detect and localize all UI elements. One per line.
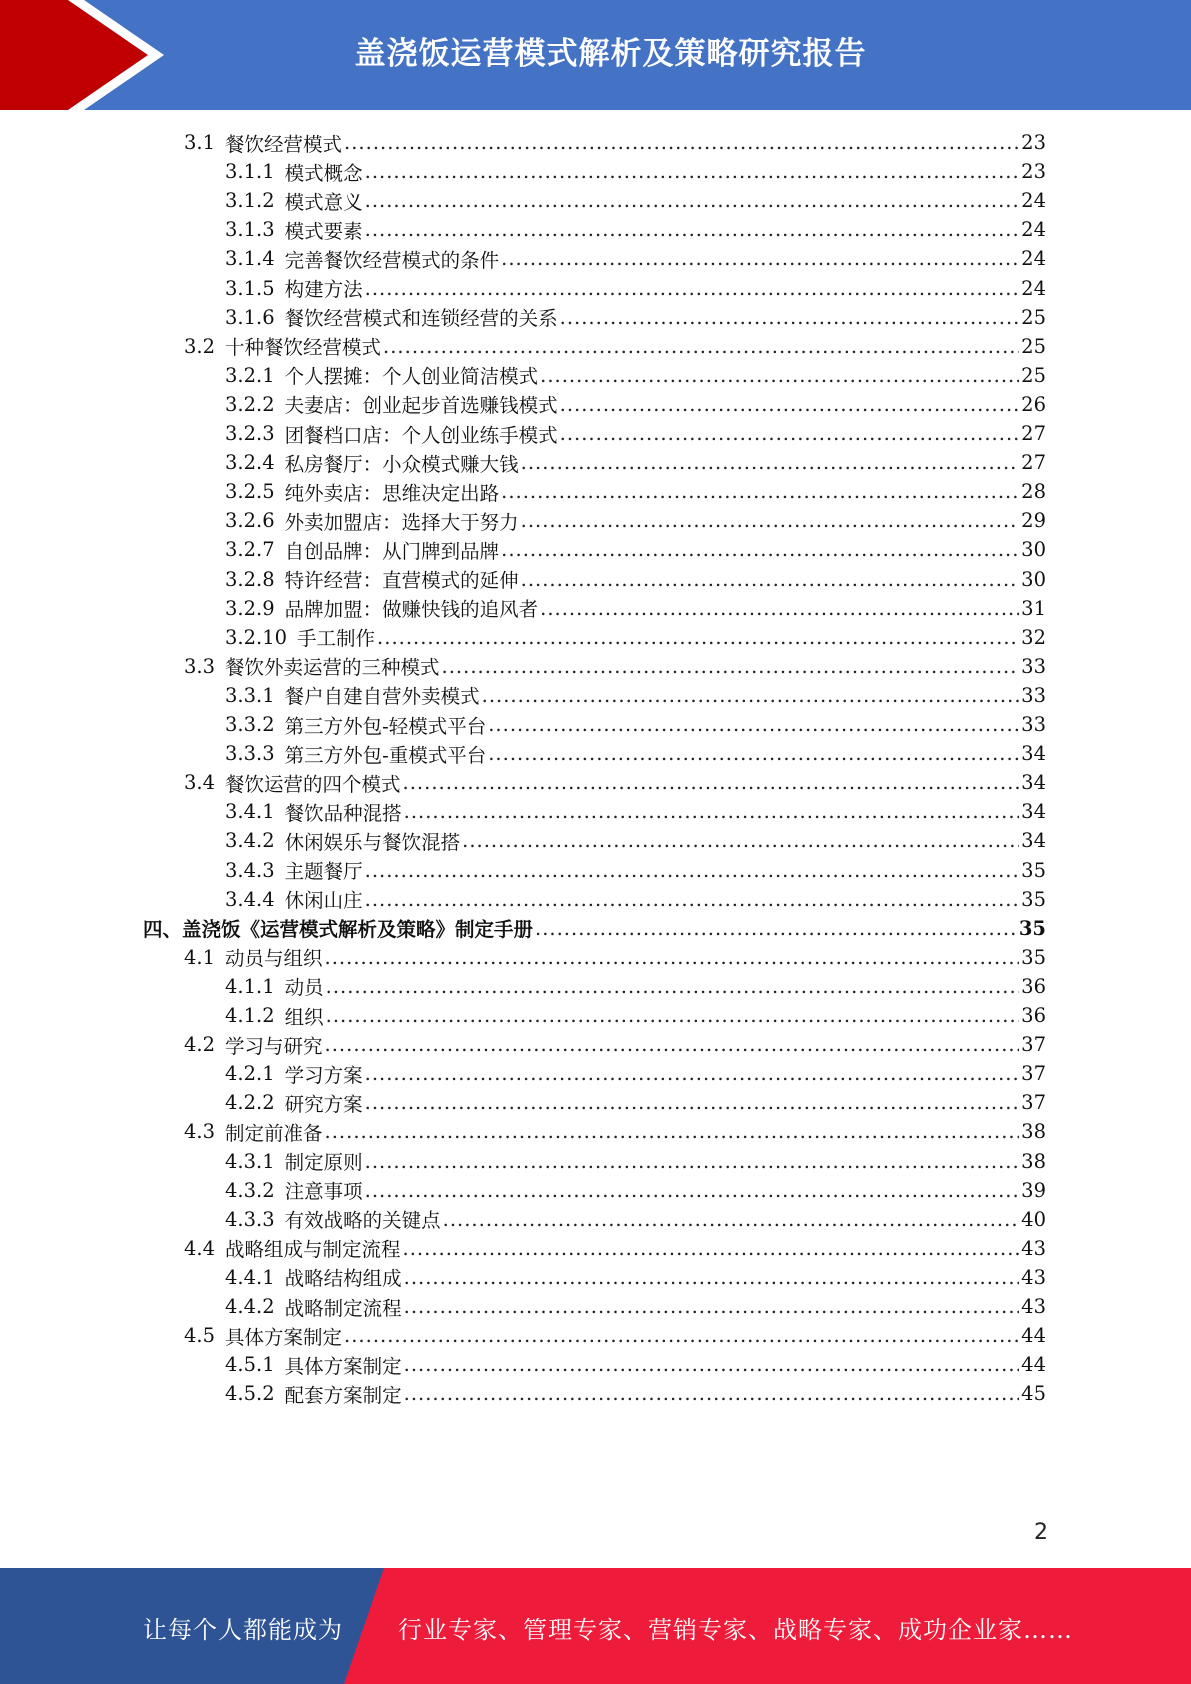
page-header [0,0,1191,110]
toc-entry-page: 40 [1021,1207,1046,1231]
toc-entry-page: 35 [1018,916,1046,940]
toc-entry-page: 26 [1021,392,1046,416]
toc-entry-number: 4.2 [184,1033,216,1057]
toc-dot-leader [404,800,1020,823]
toc-entry[interactable] [225,564,1046,595]
toc-entry-title: 餐饮经营模式 [225,132,343,156]
toc-entry[interactable] [225,302,1046,333]
toc-entry[interactable] [225,1349,1046,1380]
toc-entry[interactable] [225,156,1046,187]
toc-entry-number: 3.2.9 [225,596,275,620]
toc-dot-leader [325,1033,1020,1056]
toc-entry-title: 模式要素 [284,219,363,243]
toc-dot-leader [404,1353,1020,1376]
toc-dot-leader [560,422,1020,445]
toc-dot-leader [521,509,1020,532]
toc-entry-page: 24 [1021,247,1046,271]
toc-entry[interactable] [184,1029,1046,1060]
toc-entry-title: 具体方案制定 [225,1325,343,1349]
toc-entry[interactable] [225,214,1046,245]
toc-dot-leader [383,335,1019,358]
toc-entry[interactable] [225,447,1046,478]
toc-entry-number: 3.1 [184,131,216,154]
toc-entry[interactable] [184,1233,1046,1264]
toc-entry[interactable] [184,1116,1046,1147]
report-title: 盖浇饭运营模式解析及策略研究报告 [354,36,867,72]
toc-entry[interactable] [184,942,1046,973]
toc-dot-leader [540,364,1019,387]
toc-entry-title: 个人摆摊：个人创业简洁模式 [284,365,539,389]
toc-entry-number: 3.4.2 [225,829,275,853]
toc-entry[interactable] [225,593,1046,624]
toc-entry-title: 完善餐饮经营模式的条件 [284,248,500,272]
toc-entry-title: 构建方法 [284,278,363,301]
toc-entry[interactable] [225,855,1046,886]
toc-entry-title: 战略结构组成 [284,1267,402,1291]
toc-entry-number: 4.4.1 [225,1265,275,1289]
toc-entry[interactable] [225,389,1046,420]
page-number: 2 [1034,1520,1048,1545]
toc-entry-number: 3.4.1 [225,800,275,824]
toc-entry[interactable] [225,1175,1046,1206]
toc-entry-number: 3.3.3 [225,742,275,766]
toc-entry-title: 餐饮运营的四个模式 [225,772,401,796]
toc-entry-number: 3.3 [184,654,216,678]
toc-entry-number: 3.1.5 [225,276,275,300]
toc-entry-title: 外卖加盟店：选择大于努力 [284,510,519,534]
toc-entry[interactable] [225,709,1046,740]
toc-entry-number: 4.3 [184,1120,216,1144]
toc-entry-title: 具体方案制定 [284,1354,402,1378]
toc-dot-leader [365,218,1020,241]
toc-entry-page: 35 [1021,887,1046,911]
toc-dot-leader [482,684,1020,707]
toc-dot-leader [403,1237,1020,1260]
toc-entry[interactable] [225,476,1046,507]
toc-entry-number: 3.3.2 [225,713,275,736]
toc-entry-page: 37 [1021,1062,1046,1086]
toc-dot-leader [377,626,1019,649]
toc-entry-title: 餐户自建自营外卖模式 [284,685,480,709]
toc-entry-page: 38 [1021,1120,1046,1144]
toc-entry-page: 30 [1021,567,1046,591]
toc-entry-title: 自创品牌：从门牌到品牌 [284,539,500,563]
toc-entry-number: 3.1.3 [225,218,275,242]
toc-dot-leader [488,713,1019,736]
footer-slogan-left: 让每个人都能成为 [143,1616,343,1644]
toc-dot-leader [462,829,1019,852]
toc-entry-title: 第三方外包-轻模式平台 [284,714,487,738]
toc-entry-number: 4.4.2 [225,1295,275,1318]
toc-dot-leader [560,306,1020,329]
toc-entry-page: 36 [1021,974,1046,998]
toc-entry[interactable] [184,1320,1046,1351]
toc-entry-page: 30 [1021,538,1046,562]
toc-dot-leader [325,946,1020,969]
toc-entry[interactable] [225,1262,1046,1293]
toc-entry-number: 4.3.2 [225,1178,275,1202]
toc-entry-page: 25 [1021,334,1046,358]
toc-entry-number: 4.5.1 [225,1353,275,1377]
toc-entry-title: 纯外卖店：思维决定出路 [284,481,500,505]
toc-entry-page: 43 [1021,1295,1046,1318]
toc-entry-number: 3.4.4 [225,887,275,911]
toc-dot-leader [560,393,1020,416]
toc-entry-title: 休闲娱乐与餐饮混搭 [284,830,461,854]
toc-entry-page: 24 [1021,276,1046,300]
toc-entry-number: 3.2.10 [225,625,288,649]
toc-entry-title: 战略制定流程 [284,1296,402,1320]
toc-entry-number: 3.4 [184,771,216,795]
toc-entry[interactable] [225,185,1046,216]
toc-entry-title: 手工制作 [297,627,376,651]
page-footer [0,1568,1191,1684]
toc-entry[interactable] [225,1000,1046,1031]
toc-entry[interactable] [225,1378,1046,1409]
toc-dot-leader [404,1382,1020,1405]
toc-entry-title: 战略组成与制定流程 [225,1238,401,1262]
toc-entry-number: 3.1.4 [225,247,275,271]
toc-entry-title: 学习与研究 [225,1034,323,1058]
toc-entry-page: 24 [1021,218,1046,242]
toc-dot-leader [521,451,1020,474]
toc-entry-number: 3.2.2 [225,392,275,416]
toc-dot-leader [365,1062,1020,1085]
toc-entry-title: 学习方案 [284,1063,363,1087]
toc-dot-leader [344,131,1019,154]
toc-entry-number: 3.2.3 [225,422,275,445]
toc-entry-number: 3.2.4 [225,451,275,475]
toc-entry-title: 研究方案 [284,1092,363,1116]
toc-dot-leader [521,568,1020,591]
toc-entry-title: 休闲山庄 [284,889,363,913]
toc-entry-page: 34 [1021,771,1046,795]
toc-entry-page: 33 [1021,683,1046,707]
toc-dot-leader [326,1004,1020,1027]
toc-entry[interactable] [225,418,1046,449]
toc-dot-leader [488,742,1019,765]
toc-entry-page: 27 [1021,451,1046,475]
toc-entry-page: 24 [1021,189,1046,213]
toc-entry-title: 模式意义 [284,190,363,214]
toc-entry[interactable] [184,767,1046,798]
toc-entry[interactable] [184,651,1046,682]
toc-entry-number: 3.3.1 [225,683,275,707]
toc-entry-page: 34 [1021,742,1046,766]
toc-entry-title: 特许经营：直营模式的延伸 [284,569,519,592]
toc-entry-page: 35 [1021,858,1046,882]
toc-entry-number: 4.1 [184,945,216,969]
toc-entry-page: 35 [1021,945,1046,969]
toc-entry[interactable] [225,738,1046,769]
toc-entry[interactable] [225,971,1046,1002]
toc-entry-page: 43 [1021,1236,1046,1260]
toc-entry-number: 4.5 [184,1324,216,1348]
toc-dot-leader [442,655,1020,678]
toc-entry-page: 43 [1021,1265,1046,1289]
toc-entry-number: 3.2.1 [225,363,275,387]
toc-entry-title: 品牌加盟：做赚快钱的追风者 [284,598,539,622]
toc-entry-number: 3.2.8 [225,567,275,591]
toc-dot-leader [365,1179,1020,1202]
toc-entry-number: 4.1.1 [225,974,275,998]
toc-entry-title: 制定前准备 [225,1121,323,1145]
toc-dot-leader [365,189,1020,212]
toc-entry-number: 4.3.1 [225,1149,275,1173]
toc-entry-page: 36 [1021,1004,1046,1027]
toc-entry-page: 34 [1021,829,1046,853]
toc-entry[interactable] [143,913,1046,944]
toc-entry-page: 34 [1021,800,1046,824]
toc-entry-page: 28 [1021,480,1046,504]
toc-entry-number: 4.3.3 [225,1207,275,1231]
toc-entry[interactable] [225,505,1046,536]
toc-entry[interactable] [225,825,1046,856]
toc-dot-leader [535,917,1017,940]
toc-dot-leader [365,1150,1020,1173]
toc-dot-leader [404,1295,1020,1318]
toc-dot-leader [501,538,1019,561]
toc-dot-leader [365,859,1020,882]
toc-dot-leader [443,1208,1020,1231]
toc-entry-number: 3.2 [184,334,216,358]
toc-entry-title: 有效战略的关键点 [284,1209,441,1233]
toc-dot-leader [344,1324,1019,1347]
toc-entry[interactable] [225,360,1046,391]
toc-entry-title: 夫妻店：创业起步首选赚钱模式 [284,394,558,418]
toc-entry-page: 38 [1021,1149,1046,1173]
toc-entry-number: 3.2.7 [225,538,275,562]
toc-dot-leader [403,771,1020,794]
toc-entry-page: 29 [1021,509,1046,533]
toc-entry-page: 25 [1021,363,1046,387]
footer-slogan-right: 行业专家、管理专家、营销专家、战略专家、成功企业家…… [398,1616,1073,1644]
toc-entry-page: 44 [1021,1324,1046,1348]
toc-entry[interactable] [225,243,1046,274]
toc-entry[interactable] [184,331,1046,362]
toc-entry-number: 3.1.2 [225,189,275,213]
toc-entry-page: 44 [1021,1353,1046,1377]
toc-entry-title: 注意事项 [284,1180,363,1204]
toc-dot-leader [325,1120,1020,1143]
toc-entry-number: 4.1.2 [225,1004,275,1027]
toc-entry-title: 十种餐饮经营模式 [225,336,382,360]
toc-entry-title: 动员 [284,976,324,1000]
toc-entry-number: 4.5.2 [225,1382,275,1406]
toc-entry-page: 39 [1021,1178,1046,1202]
toc-entry-number: 4.2.2 [225,1091,275,1115]
toc-entry[interactable] [225,1291,1046,1322]
toc-entry-page: 31 [1021,596,1046,620]
toc-entry-title: 餐饮经营模式和连锁经营的关系 [284,307,558,331]
toc-entry[interactable] [184,127,1046,158]
toc-entry-number: 4.4 [184,1236,216,1260]
toc-dot-leader [365,1091,1020,1114]
toc-entry-title: 第三方外包-重模式平台 [284,743,487,767]
toc-entry-page: 23 [1021,160,1046,184]
toc-entry[interactable] [225,534,1046,565]
toc-entry[interactable] [225,273,1046,304]
toc-entry[interactable] [225,1204,1046,1235]
toc-entry-page: 23 [1021,131,1046,154]
toc-dot-leader [404,1266,1020,1289]
toc-entry-title: 动员与组织 [225,947,323,971]
toc-entry[interactable] [225,622,1046,653]
toc-entry[interactable] [225,1087,1046,1118]
toc-dot-leader [501,247,1019,270]
toc-dot-leader [365,888,1020,911]
toc-dot-leader [326,975,1020,998]
toc-entry-title: 配套方案制定 [284,1383,402,1407]
toc-entry-title: 团餐档口店：个人创业练手模式 [284,423,558,447]
toc-entry[interactable] [225,1058,1046,1089]
toc-entry-number: 4.2.1 [225,1062,275,1086]
toc-entry-page: 37 [1021,1033,1046,1057]
toc-entry-page: 37 [1021,1091,1046,1115]
toc-entry-page: 27 [1021,422,1046,445]
toc-entry-title: 组织 [284,1005,324,1029]
toc-entry-number: 3.2.6 [225,509,275,533]
toc-entry[interactable] [225,884,1046,915]
toc-entry-page: 25 [1021,305,1046,329]
toc-entry-title: 模式概念 [284,161,363,185]
toc-entry-title: 主题餐厅 [284,860,363,883]
toc-dot-leader [365,277,1020,300]
toc-entry-number: 3.2.5 [225,480,275,504]
toc-entry-number: 3.1.6 [225,305,275,329]
toc-entry[interactable] [225,796,1046,827]
toc-dot-leader [501,480,1019,503]
toc-entry-title: 餐饮品种混搭 [284,801,402,825]
toc-entry-title: 餐饮外卖运营的三种模式 [225,656,440,680]
toc-entry-number: 3.4.3 [225,858,275,882]
toc-entry-page: 33 [1021,713,1046,736]
toc-entry[interactable] [225,1146,1046,1177]
toc-entry-page: 45 [1021,1382,1046,1406]
toc-entry-number: 3.1.1 [225,160,275,184]
toc-entry-title: 制定原则 [284,1151,363,1174]
toc-entry[interactable] [225,680,1046,711]
toc-entry-page: 32 [1021,625,1046,649]
toc-dot-leader [365,160,1020,183]
toc-dot-leader [540,597,1019,620]
toc-entry-title: 四、盖浇饭《运营模式解析及策略》制定手册 [143,918,534,942]
toc-entry-title: 私房餐厅：小众模式赚大钱 [284,452,519,476]
toc-entry-page: 33 [1021,654,1046,678]
